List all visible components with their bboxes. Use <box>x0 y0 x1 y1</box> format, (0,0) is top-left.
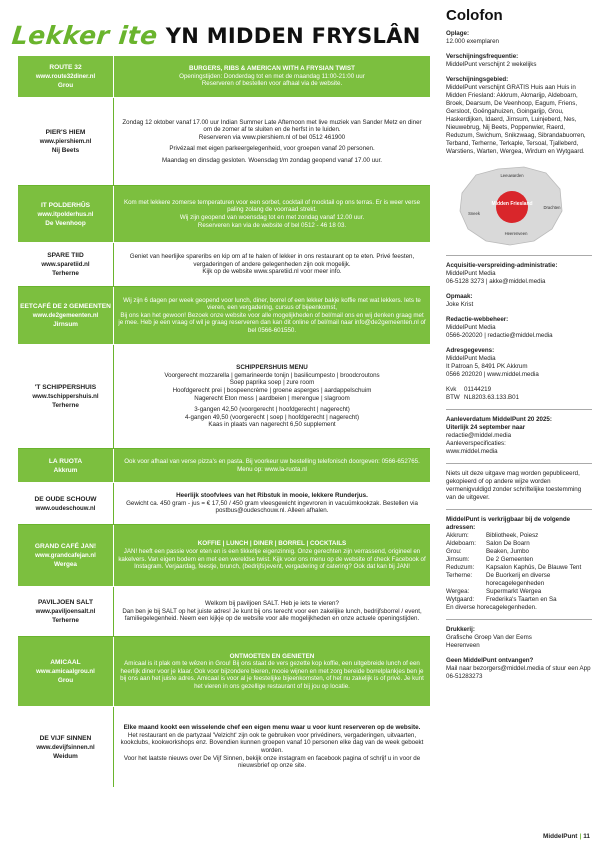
availability-label: MiddelPunt is verkrijgbaar bij de volgende adressen: <box>446 516 571 531</box>
area-value: MiddelPunt verschijnt GRATIS Huis aan Huis in Midden Friesland: Akkrum, Akmarijp, Aldeboarn, Broek, Dearsum, De Veenhoop, Eagum, Friens, Gersloot, Goëngahuizen, Goingarijp, Grou, Haskerdijken, Idaerd, Jirnsum, Luinjeberd, Nes, Nieuwebrug, Nij Beets, Poppenwier, Raerd, Reduzum, Swichum, Snikzwaag, Sibrandabuorren, Terband, Terherne, Terkaple, Tersoal, Tjalleberd, Warstiens, Warten, Wergea, Wirdum en Wytgaard. <box>446 84 586 155</box>
delivery-line: redactie@middel.media <box>446 432 512 439</box>
listing-line: Welkom bij paviljoen SALT. Heb je iets te vieren? <box>205 600 339 608</box>
listing-name: AMICAAL <box>50 659 81 666</box>
availability-shop: Kapsalon Kaphûs, De Blauwe Tent <box>486 564 582 571</box>
listing-line: JAN! heeft een passie voor eten en is een tikkeltje eigenzinnig. Onze gerechten zijn verrassend, origineel en kakelvers. Van eigen bodem en met een wereldse twist. Kijk voor ons menu op de website of check Facebook of Instagram. Verjaardag, feestje, brunch, (bedrijfs)event, vergadering of catering? Ook dat kan bij JAN! <box>118 547 426 571</box>
acquisition-label: Acquisitie-verspreiding-administratie: <box>446 262 558 269</box>
acquisition-line: 06-5128 3273 | akke@middel.media <box>446 278 546 285</box>
availability-place: Akkrum: <box>446 532 469 539</box>
map-label-main: Midden Friesland <box>491 201 533 207</box>
availability-row <box>446 532 592 540</box>
listing-line: Gewicht ca. 450 gram - jus = € 17,50 / 450 gram vleesgewicht ingevroren in vacuümkookzak. Bestellen via postbus@oudeschouw.nl. Alleen afhalen. <box>126 499 418 515</box>
listing-line: Wij zijn 6 dagen per week geopend voor lunch, diner, borrel of een lekker bakje koffie met wat lekkers. Iets te vieren, een vergadering, cursus of bijeenkomst, <box>123 296 421 312</box>
listing-place: Nij Beets <box>51 147 80 154</box>
footer-separator: | <box>579 833 582 840</box>
colofon-title: Colofon <box>446 7 503 24</box>
listing-line: Dan ben je bij SALT op het juiste adres! Je kunt bij ons terecht voor een zakelijke lunch, bedrijfsborrel / event, familiegelegenheid. Neem een kijkje op de website voor alle mogelijkheden en onze actuele openingstijden. <box>122 607 422 623</box>
availability-place: Terherne: <box>446 572 473 579</box>
oplage-value: 12.000 exemplaren <box>446 38 499 45</box>
divider <box>446 463 592 464</box>
footer-brand: MiddelPunt <box>543 833 578 840</box>
listing-line: Reserveren of bestellen voor afhaal via de website. <box>201 80 343 88</box>
map-label-north: Leeuwarden <box>500 173 524 178</box>
printer-line: Grafische Groep Van der Eems <box>446 634 532 641</box>
listing-name-cell <box>18 483 114 524</box>
address-line: 0566 202020 | www.middel.media <box>446 371 539 378</box>
frequency-block <box>446 53 592 69</box>
listing-line: Hoofdgerecht prei | bospeencrème | groene asperges | aardappelschuim <box>172 386 372 394</box>
listing-name: DE OUDE SCHOUW <box>34 495 97 503</box>
listing-description <box>114 243 430 286</box>
map-label-west: Sneek <box>468 211 480 216</box>
layout-label: Opmaak: <box>446 293 473 300</box>
area-label: Verschijningsgebied: <box>446 76 509 83</box>
region-map <box>454 163 566 249</box>
availability-row <box>446 548 592 556</box>
listing-description <box>114 287 430 344</box>
listing-url[interactable]: www.itpolderhus.nl <box>37 210 94 218</box>
listing-name-cell <box>18 243 114 286</box>
editorial-line: 0566-202020 | redactie@middel.media <box>446 332 553 339</box>
listing-place: Wergea <box>54 561 77 568</box>
listing-row <box>18 525 430 587</box>
listing-line: Kom met lekkere zomerse temperaturen voor een sorbet, cocktail of mocktail op ons terras. Er is weer verse paling zolang de voorraad strekt. <box>123 198 421 214</box>
listing-name: DE VIJF SINNEN <box>39 734 92 742</box>
listing-title: SCHIPPERSHUIS MENU <box>236 364 308 372</box>
listing-name-cell <box>18 345 114 448</box>
delivery-line: www.middel.media <box>446 448 498 455</box>
listing-row <box>18 56 430 98</box>
restaurant-listings <box>18 56 430 787</box>
listing-description <box>114 56 430 97</box>
registration-block <box>446 386 592 402</box>
listing-name-cell <box>18 707 114 787</box>
address-line: MiddelPunt Media <box>446 355 496 362</box>
not-received-text: Mail naar bezorgers@middel.media of stuur een App 06-51283273 <box>446 665 591 680</box>
listing-name: ROUTE 32 <box>49 64 82 71</box>
btw-value: NL8203.63.133.B01 <box>464 394 520 401</box>
listing-name: SPARE TIID <box>47 252 84 259</box>
listing-url[interactable]: www.paviljoensalt.nl <box>35 608 96 615</box>
listing-line: Soep paprika soep | zure room <box>229 379 315 387</box>
listing-name: GRAND CAFÉ JAN! <box>34 543 97 550</box>
listing-url[interactable]: www.route32diner.nl <box>35 73 96 80</box>
editorial-block <box>446 316 592 340</box>
page-header <box>12 14 424 48</box>
listing-name-cell <box>18 186 114 242</box>
listing-line: Kijk op de website www.sparetiid.nl voor meer info. <box>202 268 342 276</box>
listing-name-cell <box>18 56 114 97</box>
availability-shop: Bibliotheek, Poiesz <box>486 532 539 539</box>
listing-url[interactable]: www.sparetiid.nl <box>41 261 90 268</box>
listing-description <box>114 345 430 448</box>
frequency-value: MiddelPunt verschijnt 2 wekelijks <box>446 61 537 68</box>
delivery-line: Aanleverspecificaties: <box>446 440 506 447</box>
listing-line: 4-gangen 49,50 (voorgerecht | soep | hoofdgerecht | nagerecht) <box>184 413 360 421</box>
listing-name: 'T SCHIPPERSHUIS <box>34 384 97 391</box>
listing-url[interactable]: www.piershiem.nl <box>39 138 92 145</box>
kvk-value: 01144219 <box>464 386 492 393</box>
listing-line: Ook voor afhaal van verse pizza's en pasta. Bij voorkeur uw bestelling telefonisch doorgeven: 0566-652765. Menu op: www.la-ruota.nl <box>124 457 420 473</box>
listing-line: Wij zijn geopend van woensdag tot en met zondag vanaf 12.00 uur. <box>179 214 365 221</box>
listing-title: KOFFIE | LUNCH | DINER | BORREL | COCKTAILS <box>197 540 347 548</box>
listing-line: Reserveren via www.piershiem.nl of bel 0512 461900 <box>198 133 346 141</box>
listing-place: Grou <box>57 677 74 684</box>
listing-line: Zondag 12 oktober vanaf 17.00 uur Indian Summer Late Afternoon met live muziek van Sander Metz en diner om de zomer af te sluiten en de herfst in te luiden. <box>122 118 422 134</box>
page-footer <box>543 833 590 840</box>
listing-url[interactable]: www.grandcafejan.nl <box>35 552 96 559</box>
listing-name-cell <box>18 287 114 344</box>
availability-place: Aldeboarn: <box>446 540 476 547</box>
listing-line: Voorgerecht mozzarella | gemarineerde tonijn | basilicumpesto | broodcroutons <box>164 371 380 379</box>
listing-description <box>114 707 430 787</box>
listing-description <box>114 525 430 586</box>
listing-row <box>18 449 430 483</box>
listing-description <box>114 483 430 524</box>
listing-row <box>18 98 430 186</box>
listing-description <box>114 637 430 706</box>
printer-line: Heerenveen <box>446 642 480 649</box>
frequency-label: Verschijningsfrequentie: <box>446 53 519 60</box>
delivery-deadline: Uiterlijk 24 september naar <box>446 424 526 431</box>
printer-block <box>446 626 592 650</box>
listing-name-cell <box>18 98 114 185</box>
layout-value: Joke Krist <box>446 301 474 308</box>
listing-line: Reserveren kan via de website of bel 0512 - 46 18 03. <box>197 221 347 229</box>
listing-place: Grou <box>57 82 74 89</box>
listing-name: PIER'S HIEM <box>45 129 86 136</box>
listing-url[interactable]: www.devijfsinnen.nl <box>36 743 95 751</box>
divider <box>446 409 592 410</box>
listing-line: Nagerecht Eton mess | aardbeien | merengue | slagroom <box>194 394 350 402</box>
listing-line: Privézaal met eigen parkeergelegenheid, voor groepen vanaf 20 personen. <box>169 145 375 153</box>
availability-shop: Salon De Boarn <box>486 540 530 547</box>
listing-description <box>114 186 430 242</box>
availability-place: Wytgaard: <box>446 596 475 603</box>
availability-row <box>446 572 592 588</box>
map-label-east: Drachten <box>543 205 561 210</box>
listing-row <box>18 287 430 345</box>
availability-place: Grou: <box>446 548 462 555</box>
listing-name-cell <box>18 449 114 482</box>
kvk-key: Kvk <box>446 386 457 393</box>
listing-row <box>18 186 430 243</box>
acquisition-block <box>446 262 592 286</box>
availability-row <box>446 596 592 604</box>
divider <box>446 255 592 256</box>
listing-row <box>18 707 430 787</box>
btw-key: BTW <box>446 394 460 401</box>
availability-block <box>446 516 592 612</box>
divider <box>446 619 592 620</box>
logo: Lekker ite <box>10 21 160 50</box>
listing-description <box>114 449 430 482</box>
listing-place: Akkrum <box>53 466 78 474</box>
listing-title: Heerlijk stoofvlees van het Ribstuk in mooie, lekkere Runderjus. <box>176 492 368 500</box>
page-title: YN MIDDEN FRYSLÂN <box>165 23 421 48</box>
editorial-line: MiddelPunt Media <box>446 324 496 331</box>
availability-shop: De 2 Gemeenten <box>486 556 534 563</box>
listing-row <box>18 637 430 707</box>
listing-line: Kaas in plaats van nagerecht 6,50 supplement <box>208 421 336 429</box>
listing-row <box>18 243 430 287</box>
divider <box>446 509 592 510</box>
not-received-block <box>446 657 592 681</box>
listing-line: 3-gangen 42,50 (voorgerecht | hoofdgerecht | nagerecht) <box>194 406 350 414</box>
listing-description <box>114 98 430 185</box>
listing-title: BURGERS, RIBS & AMERICAN WITH A FRYSIAN TWIST <box>189 65 355 73</box>
address-label: Adresgegevens: <box>446 347 495 354</box>
layout-block <box>446 293 592 309</box>
availability-place: Wergea: <box>446 588 470 595</box>
listing-title: Elke maand kookt een wisselende chef een eigen menu waar u voor kunt reserveren op de website. <box>123 724 421 732</box>
listing-name: PAVILJOEN SALT <box>38 599 93 606</box>
colofon-column <box>446 7 592 688</box>
availability-row <box>446 588 592 596</box>
listing-name: LA RUOTA <box>48 457 83 465</box>
listing-place: Terherne <box>52 402 79 409</box>
availability-row <box>446 540 592 548</box>
availability-extra: En diverse horecagelegenheden. <box>446 604 537 611</box>
listing-place: Terherne <box>52 617 79 624</box>
availability-place: Jirnsum: <box>446 556 470 563</box>
listing-row <box>18 483 430 525</box>
listing-name: EETCAFÉ DE 2 GEMEENTEN <box>20 303 111 310</box>
listing-line: Maandag en dinsdag gesloten. Woensdag t/m zondag geopend vanaf 17.00 uur. <box>161 156 383 164</box>
availability-row <box>446 564 592 572</box>
map-label-south: Heerenveen <box>504 231 528 236</box>
availability-shop: Supermarkt Wergea <box>486 588 542 595</box>
listing-url[interactable]: www.amicaalgrou.nl <box>36 668 95 675</box>
listing-line: Amicaal is it plak om te wêzen in Grou! Bij ons staat de vers gezette kop koffie, een uitgebreide lunch of een heerlijk diner voor je klaar. Ook voor bijzondere bieren, mooie wijnen en met zorg bereide borrelplankjes ben je bij ons aan het juiste adres. Amicaal is voor al je feestelijke bijeenkomsten, of het nu zakelijk is of privé. Je kunt het vieren in ons gezellige restaurant of bij jou op locatie. <box>120 660 424 690</box>
availability-row <box>446 556 592 564</box>
listing-url[interactable]: www.de2gemeenten.nl <box>32 312 99 319</box>
area-block <box>446 76 592 156</box>
delivery-block <box>446 416 592 456</box>
delivery-label: Aanleverdatum MiddelPunt 20 2025: <box>446 416 552 423</box>
listing-place: Jirnsum <box>53 321 78 328</box>
listing-name-cell <box>18 525 114 586</box>
oplage-label: Oplage: <box>446 30 470 37</box>
address-line: It Patroan 5, 8491 PK Akkrum <box>446 363 528 370</box>
availability-place: Reduzum: <box>446 564 475 571</box>
listing-row <box>18 345 430 449</box>
listing-url[interactable]: www.oudeschouw.nl <box>35 504 96 512</box>
availability-shop: De Buorkerij en diverse horecagelegenheden <box>486 572 551 587</box>
oplage-block <box>446 30 592 46</box>
listing-line: Voor het laatste nieuws over De Vijf Sinnen, bekijk onze instagram en facebook pagina of schrijf u in voor de nieuwsbrief op onze site. <box>123 754 421 770</box>
listing-name-cell <box>18 637 114 706</box>
listing-name-cell <box>18 587 114 636</box>
listing-row <box>18 587 430 637</box>
listing-place: Terherne <box>52 270 79 277</box>
not-received-label: Geen MiddelPunt ontvangen? <box>446 657 534 664</box>
listing-place: De Veenhoop <box>45 219 86 227</box>
editorial-label: Redactie-webbeheer: <box>446 316 509 323</box>
listing-line: Bij ons kan het gewoon! Bezoek onze website voor alle mogelijkheden of bel/mail ons en wij denken graag met je mee. Heb je een vraag of wil je graag reserveren dan kan dit online of bel/mail naar info@de2gemeenten.nl of bel 0566-601550. <box>118 311 426 334</box>
availability-shop: Beaken, Jumbo <box>486 548 529 555</box>
listing-description <box>114 587 430 636</box>
disclaimer: Niets uit deze uitgave mag worden gepubliceerd, gekopieerd of op andere wijze worden vermenigvuldigd zonder schriftelijke toestemming van de uitgever. <box>446 470 582 501</box>
listing-place: Weidum <box>53 752 78 760</box>
listing-line: Geniet van heerlijke spareribs en kip om af te halen of lekker in ons restaurant op te eten. Privé feesten, vergaderingen of andere gelegenheden zijn ook mogelijk. <box>129 253 415 268</box>
acquisition-line: MiddelPunt Media <box>446 270 496 277</box>
printer-label: Drukkerij: <box>446 626 475 633</box>
availability-shop: Frederika's Taarten en Sa <box>486 596 557 603</box>
listing-line: Openingstijden: Donderdag tot en met de maandag 11:00-21:00 uur <box>179 72 365 80</box>
listing-url[interactable]: www.tschippershuis.nl <box>32 393 99 400</box>
listing-name: IT POLDERHÛS <box>40 201 91 209</box>
address-block <box>446 347 592 379</box>
page-number: 11 <box>583 833 590 840</box>
region-dot <box>496 191 528 223</box>
listing-title: ONTMOETEN EN GENIETEN <box>229 652 315 660</box>
listing-line: Het restaurant en de partyzaal 'Velzicht' zijn ook te gebruiken voor privédiners, vergaderingen, uitvaarten, kookclubs, kookworkshops enz. Bovendien kunnen groepen vanaf 10 personen elke dag van de week geboekt worden. <box>120 731 424 754</box>
